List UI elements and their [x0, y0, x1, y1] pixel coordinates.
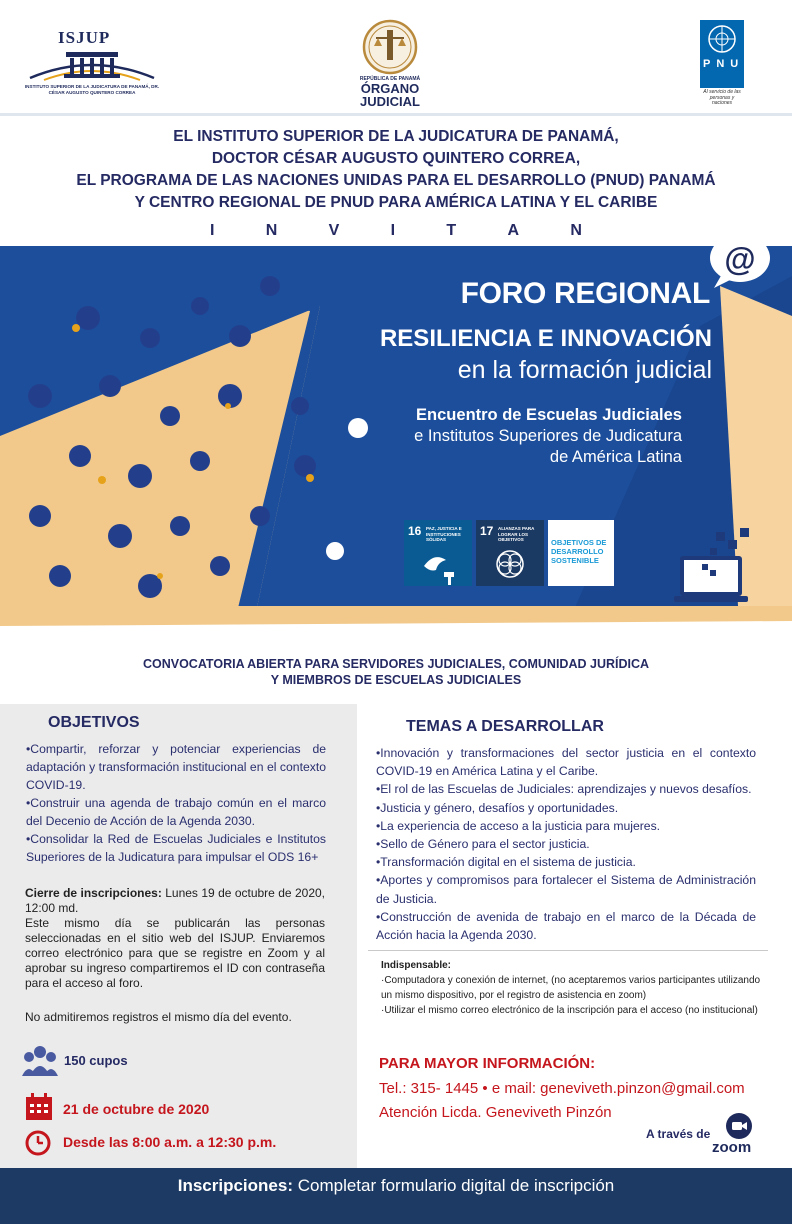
list-item: • Construir una agenda de trabajo común en el marco del Decenio de Acción de la Agenda 2030. — [26, 794, 326, 830]
list-item: • Transformación digital en el sistema de justicia. — [376, 853, 756, 871]
indispensable-item: ·Computadora y conexión de internet, (no aceptaremos varios participantes utilizando un mismo dispositivo, por el registro de asistencia en zoom) — [381, 975, 761, 1001]
invitan-letter: N — [265, 222, 278, 239]
justice-seal-icon — [350, 18, 430, 76]
clock-icon — [25, 1130, 51, 1156]
list-item: • Construcción de avenida de trabajo en el marco de la Década de Acción hacia la Agenda 2030. — [376, 908, 756, 944]
resiliencia-title: RESILIENCIA E INNOVACIÓN — [379, 325, 712, 352]
convocatoria-line: CONVOCATORIA ABIERTA PARA SERVIDORES JUDICIALES, COMUNIDAD JURÍDICA — [142, 657, 650, 671]
header-divider — [0, 113, 792, 116]
organo-small-text: REPÚBLICA DE PANAMÁ — [359, 76, 421, 82]
institution-line: Y CENTRO REGIONAL DE PNUD PARA AMÉRICA LATINA Y EL CARIBE — [134, 194, 658, 211]
cierre-body: Este mismo día se publicarán las personas seleccionadas en el sitio web del ISJUP. Enviaremos correo electrónico para que se registre en Zoom y al aprobar su ingreso compartiremos el ID con contraseña para el acceso al foro. — [25, 916, 325, 990]
cupos-text: 150 cupos — [64, 1053, 128, 1068]
temas-list — [376, 744, 756, 944]
temas-title: TEMAS A DESARROLLAR — [406, 718, 604, 735]
sdg-number: 17 — [480, 524, 494, 538]
pnud-tagline: Al servicio de las personas y naciones — [703, 89, 741, 106]
foro-title: FORO REGIONAL — [460, 277, 710, 310]
convocatoria-heading — [0, 656, 792, 688]
footer-inscripciones[interactable] — [0, 1176, 792, 1196]
list-item: • La experiencia de acceso a la justicia para mujeres. — [376, 817, 756, 835]
no-admit-note: No admitiremos registros el mismo día del evento. — [25, 1010, 292, 1024]
organo-big-text: ÓRGANO JUDICIAL — [360, 81, 420, 109]
invitan-letter: A — [507, 222, 520, 239]
invitan-letter: I — [390, 222, 396, 239]
un-emblem-icon — [700, 22, 744, 58]
contact-title: PARA MAYOR INFORMACIÓN: — [379, 1055, 596, 1072]
organo-judicial-logo — [350, 18, 430, 109]
encuentro-bold: Encuentro de Escuelas Judiciales — [416, 406, 682, 424]
formacion-subtitle: en la formación judicial — [457, 356, 712, 384]
section-divider — [368, 950, 768, 951]
institution-line: EL INSTITUTO SUPERIOR DE LA JUDICATURA DE PANAMÁ, — [173, 128, 619, 145]
sdg-label: PAZ, JUSTICIA E INSTITUCIONES SÓLIDAS — [426, 526, 462, 542]
list-item: • Innovación y transformaciones del sector justicia en el contexto COVID-19 en América Latina y el Caribe. — [376, 744, 756, 780]
indispensable-block — [381, 958, 761, 1018]
contact-phone-email[interactable]: Tel.: 315- 1445 • e mail: geneviveth.pinzon@gmail.com — [379, 1080, 745, 1097]
zoom-camera-icon — [726, 1113, 752, 1139]
zoom-wordmark: zoom — [712, 1139, 752, 1156]
isjup-brand: ISJUP — [58, 28, 111, 47]
people-icon — [22, 1044, 58, 1078]
list-item: • Sello de Género para el sector justicia. — [376, 835, 756, 853]
invitan-heading — [210, 222, 582, 240]
indispensable-title: Indispensable: — [381, 960, 452, 971]
list-item: • Consolidar la Red de Escuelas Judiciales e Institutos Superiores de la Judicatura para impulsar el ODS 16+ — [26, 830, 326, 866]
event-date: 21 de octubre de 2020 — [63, 1101, 210, 1117]
objetivos-list — [26, 740, 326, 866]
list-item: • Aportes y compromisos para fortalecer el Sistema de Administración de Justicia. — [376, 871, 756, 907]
dove-gavel-icon — [404, 546, 472, 586]
footer-label: Inscripciones: — [177, 1176, 293, 1195]
invitan-letter: T — [446, 222, 457, 239]
pnud-box — [700, 20, 759, 88]
institution-line: DOCTOR CÉSAR AUGUSTO QUINTERO CORREA, — [211, 150, 581, 167]
objetivos-title: OBJETIVOS — [48, 714, 140, 731]
institutions-block — [0, 126, 792, 214]
ods-logo — [548, 520, 614, 586]
list-item: • El rol de las Escuelas de Judiciales: aprendizajes y nuevos desafíos. — [376, 780, 756, 798]
convocatoria-line: Y MIEMBROS DE ESCUELAS JUDICIALES — [270, 673, 522, 687]
via-label: A través de — [646, 1127, 711, 1141]
institution-line: EL PROGRAMA DE LAS NACIONES UNIDAS PARA EL DESARROLLO (PNUD) PANAMÁ — [76, 172, 716, 189]
cierre-block — [25, 886, 325, 991]
at-symbol: @ — [724, 241, 756, 277]
contact-person: Atención Licda. Geneviveth Pinzón — [379, 1104, 612, 1121]
sdg-16-badge — [404, 520, 472, 586]
ods-logo-text: OBJETIVOS DE DESARROLLO SOSTENIBLE — [551, 538, 607, 565]
sdg-17-badge — [476, 520, 544, 586]
indispensable-item: ·Utilizar el mismo correo electrónico de la inscripción para el acceso (no institucional) — [381, 1005, 758, 1016]
footer-text: Completar formulario digital de inscripción — [293, 1176, 615, 1195]
invitan-letter: N — [570, 222, 582, 239]
at-speech-bubble-icon — [708, 230, 774, 290]
encuentro-line: e Institutos Superiores de Judicatura — [414, 427, 682, 445]
sdg-number: 16 — [408, 524, 422, 538]
calendar-icon — [25, 1093, 53, 1121]
invitan-letter: V — [328, 222, 340, 239]
isjup-logo — [22, 28, 162, 98]
invitan-letter: I — [210, 222, 215, 239]
list-item: • Compartir, reforzar y potenciar experiencias de adaptación y transformación institucional en el contexto COVID-19. — [26, 740, 326, 794]
sdg-label: ALIANZAS PARA LOGRAR LOS OBJETIVOS — [498, 526, 535, 542]
event-time: Desde las 8:00 a.m. a 12:30 p.m. — [63, 1134, 277, 1150]
pnud-logo — [700, 20, 759, 112]
cierre-date: Lunes 19 de octubre de 2020, 12:00 md. — [25, 886, 326, 915]
isjup-subtitle: INSTITUTO SUPERIOR DE LA JUDICATURA DE PANAMÁ, DR. CÉSAR AUGUSTO QUINTERO CORREA — [24, 84, 160, 95]
list-item: • Justicia y género, desafíos y oportunidades. — [376, 799, 756, 817]
encuentro-line: de América Latina — [549, 448, 682, 466]
alliance-rings-icon — [476, 544, 544, 584]
encuentro-text — [340, 405, 682, 468]
pnud-letters: PNUD — [703, 58, 759, 70]
cierre-label: Cierre de inscripciones: — [25, 886, 162, 900]
